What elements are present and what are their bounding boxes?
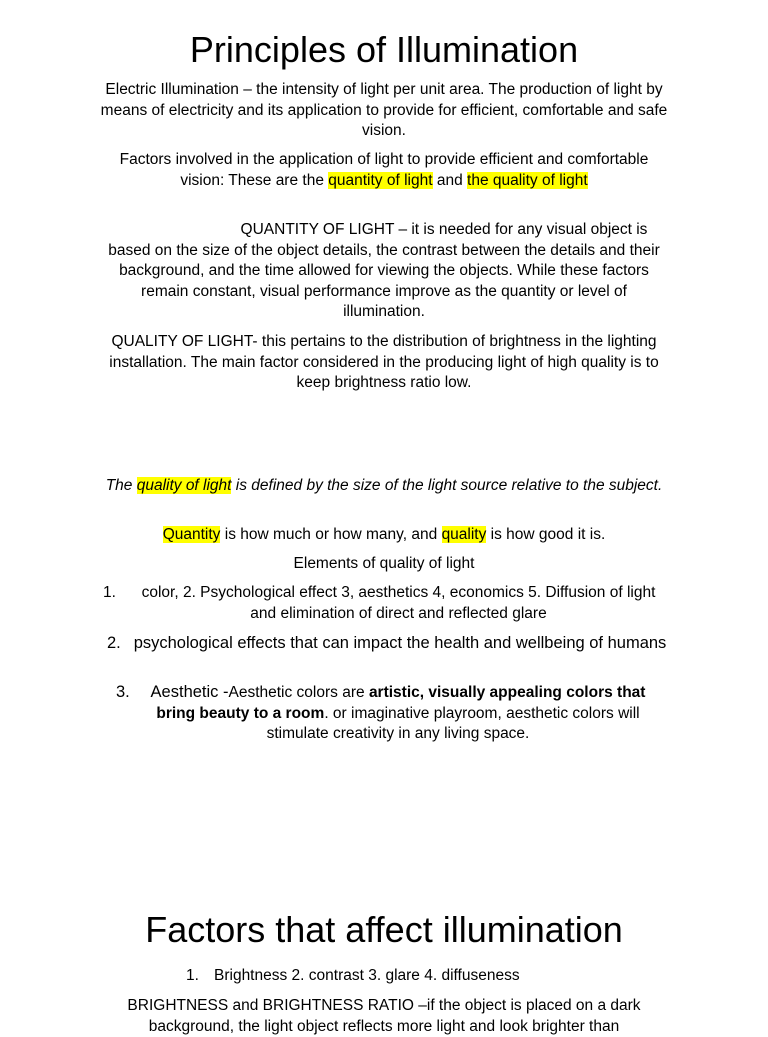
paragraph-factors: [100, 150, 668, 191]
heading-elements-quality: Elements of quality of light: [293, 555, 475, 572]
slide-principles: [0, 0, 768, 420]
list-text-2: psychological effects that can impact the health and wellbeing of humans: [133, 634, 667, 652]
slide-quality: [0, 420, 768, 820]
highlight-quantity-of-light: quantity of light: [328, 171, 433, 189]
highlight-quantity: Quantity: [162, 526, 221, 543]
paragraph-quality-of-light: QUALITY OF LIGHT- this pertains to the distribution of brightness in the lighting installation. The main factor considered in the producing light of high quality is to keep brightness ratio low.: [109, 333, 659, 391]
list-text-1: color, 2. Psychological effect 3, aesthetics 4, economics 5. Diffusion of light and elimination of direct and reflected glare: [141, 584, 656, 622]
highlight-quality-of-light-2: quality of light: [136, 477, 232, 494]
qq-post: is how good it is.: [486, 526, 606, 543]
list-number-3: 3.: [116, 683, 130, 701]
factors-list-item: [186, 966, 606, 987]
page-title: Principles of Illumination: [189, 29, 579, 70]
factors-list-number: 1.: [186, 967, 199, 984]
list-text-3: [140, 682, 656, 745]
paragraph-brightness: BRIGHTNESS and BRIGHTNESS RATIO –if the object is placed on a dark background, the light object reflects more light and look brighter than: [127, 997, 641, 1035]
paragraph-quantity-of-light: QUANTITY OF LIGHT – it is needed for any visual object is based on the size of the object details, the contrast between the details and their background, and the time allowed for viewing the objects. While these factors remain constant, visual performance improve as the quantity or level of illumination.: [108, 221, 660, 320]
aesthetic-bold: artistic, visually appealing colors that bring beauty to a room: [156, 684, 646, 722]
list-number-1: 1.: [103, 584, 116, 601]
qq-mid: is how much or how many, and: [220, 526, 442, 543]
aesthetic-post: . or imaginative playroom, aesthetic colors will stimulate creativity in any living space.: [266, 704, 640, 742]
list-number-2: 2.: [107, 634, 121, 652]
highlight-quality: quality: [441, 526, 487, 543]
factors-text: Factors involved in the application of light to provide efficient and comfortable vision: These are the: [119, 151, 649, 189]
list-item-3: [116, 682, 656, 745]
factors-and: and: [432, 171, 468, 189]
paragraph-quantity-quality: [100, 525, 668, 546]
quality-def-post: is defined by the size of the light source relative to the subject.: [231, 477, 663, 494]
paragraph-quality-definition: [100, 476, 668, 497]
list-item-2: [107, 633, 667, 654]
slide-factors: [0, 890, 768, 1035]
paragraph-electric-illumination: Electric Illumination – the intensity of light per unit area. The production of light by means of electricity and its application to provide for efficient, comfortable and safe vision.: [100, 81, 668, 139]
factors-list-text: Brightness 2. contrast 3. glare 4. diffuseness: [214, 967, 520, 984]
section-title: Factors that affect illumination: [145, 909, 623, 950]
list-item-1: [103, 583, 668, 624]
quality-def-pre: The: [105, 477, 137, 494]
aesthetic-mid: Aesthetic colors are: [228, 684, 369, 701]
aesthetic-label: Aesthetic -: [150, 683, 229, 701]
highlight-quality-of-light: the quality of light: [467, 171, 588, 189]
